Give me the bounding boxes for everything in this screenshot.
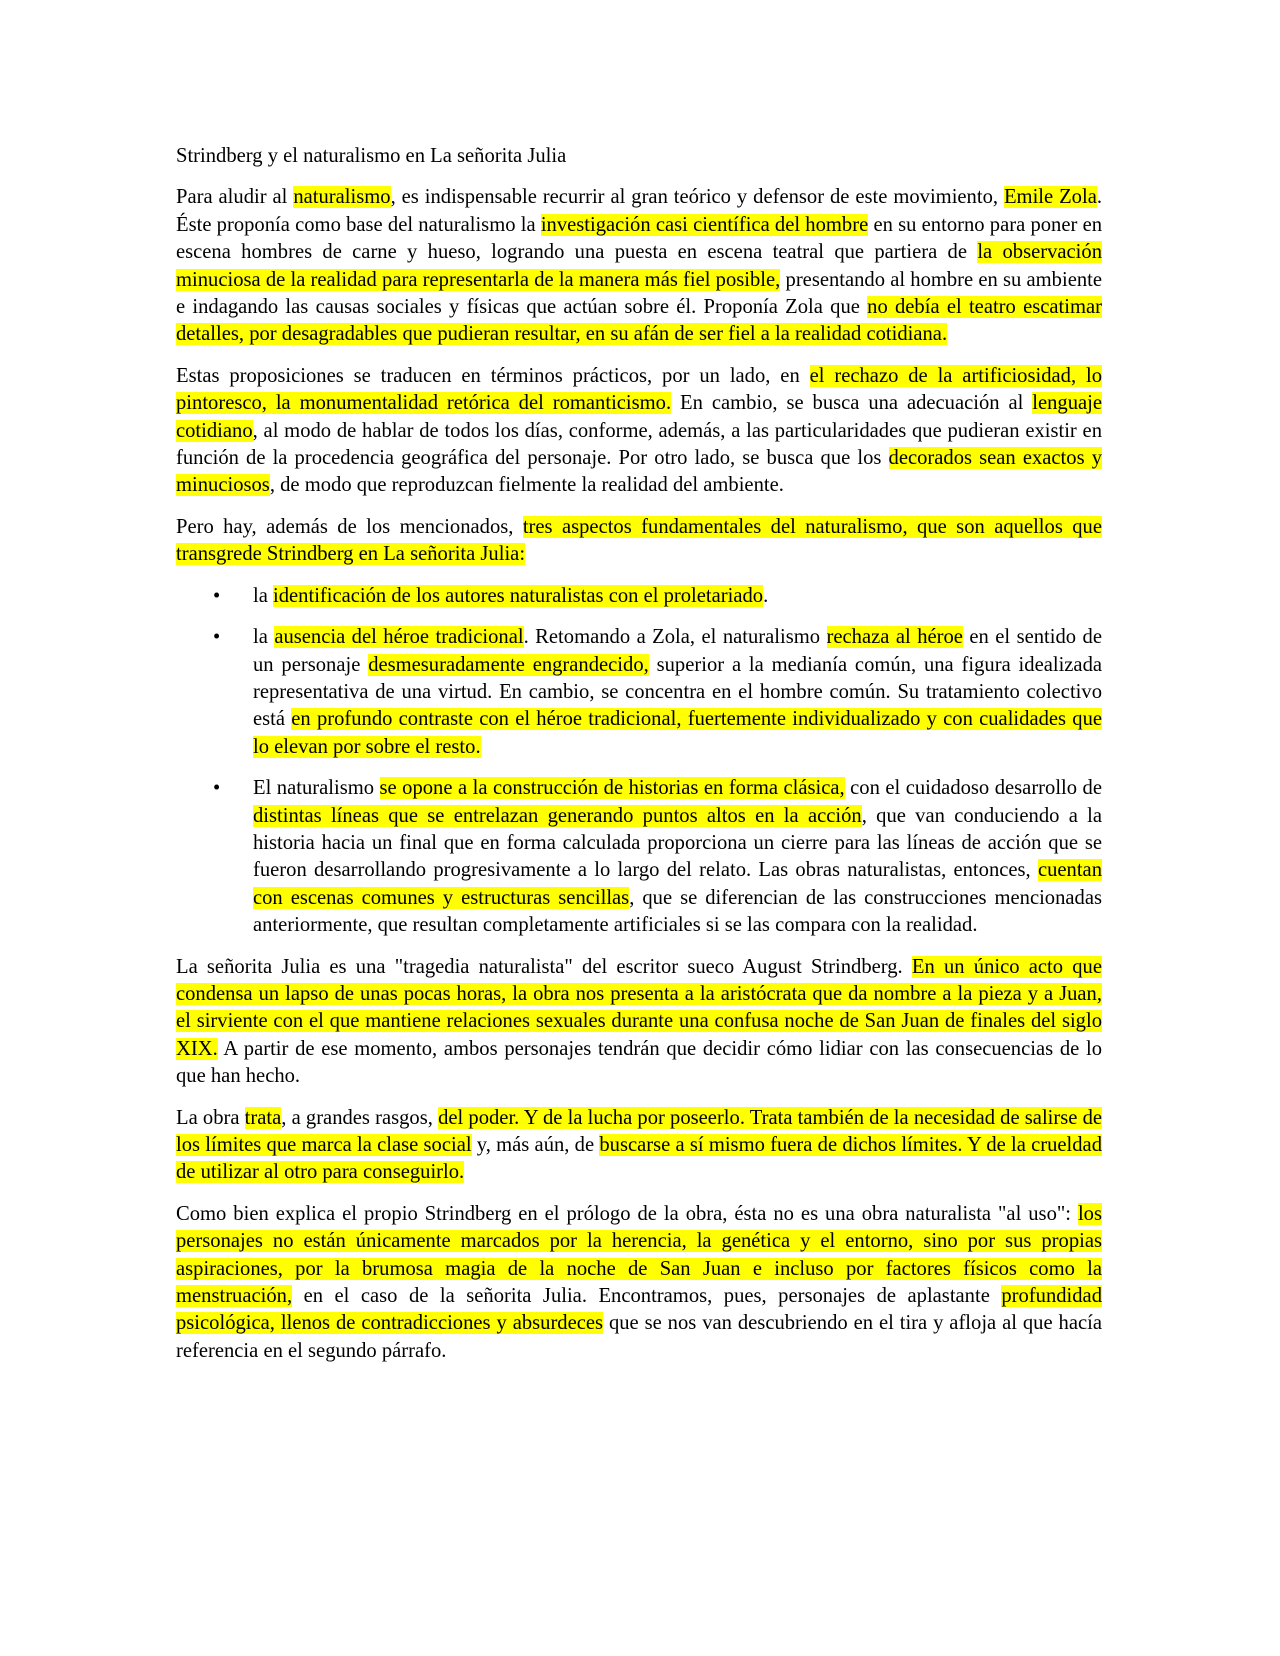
text-run: que se nos van descubriendo en el tira y afloja al que hacía referencia en el segundo párrafo. [176,1312,1102,1362]
highlighted-text: del poder. Y de la lucha por poseerlo. Trata también de la necesidad de salirse de los límites que marca la clase social [176,1106,1103,1156]
text-run: . Éste proponía como base del naturalismo la [176,186,1102,236]
paragraph-zola [176,184,1102,348]
highlighted-text: la observación minuciosa de la realidad para representarla de la manera más fiel posible, [176,241,1102,291]
text-run: , a grandes rasgos, [281,1106,439,1129]
text-run: . Retomando a Zola, el naturalismo [523,626,827,649]
highlighted-text: investigación casi científica del hombre [540,213,869,236]
text-run: En cambio, se busca una adecuación al [671,392,1033,415]
text-run: en el caso de la señorita Julia. Encontramos, pues, personajes de aplastante [292,1285,1002,1308]
text-run: Estas proposiciones se traducen en términos prácticos, por un lado, en [176,364,810,387]
highlighted-text: distintas líneas que se entrelazan generando puntos altos en la acción [253,804,862,827]
text-run: . [763,584,769,607]
text-run: Como bien explica el propio Strindberg en el prólogo de la obra, ésta no es una obra naturalista "al uso": [176,1202,1078,1225]
text-run: en su entorno para poner en escena hombres de carne y hueso, logrando una puesta en escena teatral que partiera de [176,213,1103,264]
list-item [176,583,1102,610]
text-run: La señorita Julia es una "tragedia naturalista" del escritor sueco August Strindberg. [176,955,912,978]
highlighted-text: profundidad psicológica, llenos de contradicciones y absurdeces [176,1285,1102,1335]
highlighted-text: tres aspectos fundamentales del naturalismo, que son aquellos que transgrede Strindberg en La señorita Julia: [176,515,1102,566]
text-run: Para aludir al [176,186,294,209]
paragraph-proposiciones [176,363,1102,500]
paragraph-poder [176,1105,1102,1187]
paragraph-prologo [176,1201,1102,1365]
bullet-icon: • [213,626,221,649]
highlighted-text: rechaza al héroe [826,626,963,649]
text-run: , que van conduciendo a la historia hacia un final que en forma calculada proporciona un cierre para las líneas de acción que se fueron desarrollando progresivamente a lo largo del relato. Las obras naturalistas, entonces, [253,804,1102,882]
text-run: El naturalismo [253,777,380,800]
highlighted-text: En un único acto que condensa un lapso de unas pocas horas, la obra nos presenta a la aristócrata que da nombre a la pieza y a Juan, el sirviente con el que mantiene relaciones sexuales durante una confusa noche de San Juan de finales del siglo XIX. [176,955,1102,1060]
text-run: superior a la medianía común, una figura idealizada representativa de una virtud. En cambio, se concentra en el hombre común. Su tratamiento colectivo está [253,653,1103,731]
text-run: , de modo que reproduzcan fielmente la realidad del ambiente. [269,474,784,497]
highlighted-text: cuentan con escenas comunes y estructuras sencillas [253,859,1102,909]
text-run: con el cuidadoso desarrollo de [844,777,1102,800]
paragraph-tragedia [176,954,1102,1091]
highlighted-text: desmesuradamente engrandecido, [368,653,649,676]
text-run: La obra [176,1106,245,1129]
document-title: Strindberg y el naturalismo en La señorita Julia [176,145,567,167]
highlighted-text: trata [244,1106,282,1129]
text-run: , que se diferencian de las construcciones mencionadas anteriormente, que resultan completamente artificiales si se las compara con la realidad. [253,886,1102,937]
highlighted-text: no debía el teatro escatimar detalles, por desagradables que pudieran resultar, en su afán de ser fiel a la realidad cotidiana. [176,296,1102,346]
list-item [176,775,1102,939]
highlighted-text: identificación de los autores naturalistas con el proletariado [273,584,764,607]
paragraph-aspectos [176,514,1102,569]
text-run: en el sentido de un personaje [253,626,1102,676]
highlighted-text: decorados sean exactos y minuciosos [176,447,1102,497]
highlighted-text: los personajes no están únicamente marcados por la herencia, la genética y el entorno, sino por sus propias aspiraciones, por la brumosa magia de la noche de San Juan e incluso por factores físicos como la menstruación, [176,1202,1102,1308]
highlighted-text: se opone a la construcción de historias en forma clásica, [379,777,845,800]
document-page [176,143,1102,1379]
text-run: presentando al hombre en su ambiente e indagando las causas sociales y físicas que actúan sobre él. Proponía Zola que [176,268,1102,319]
highlighted-text: el rechazo de la artificiosidad, lo pintoresco, la monumentalidad retórica del romanticismo. [176,364,1102,415]
bullet-list [176,583,1102,940]
text-run: la [253,626,275,649]
bullet-icon: • [213,584,221,607]
highlighted-text: lenguaje cotidiano [176,392,1102,442]
list-item [176,624,1102,761]
text-run: Pero hay, además de los mencionados, [176,515,523,538]
text-run: y, más aún, de [471,1134,600,1156]
text-run: la [253,584,274,607]
highlighted-text: Emile Zola [1003,186,1097,209]
highlighted-text: naturalismo [293,186,391,209]
highlighted-text: buscarse a sí mismo fuera de dichos límites. Y de la crueldad de utilizar al otro para conseguirlo. [176,1134,1102,1184]
text-run: A partir de ese momento, ambos personajes tendrán que decidir cómo lidiar con las consecuencias de lo que han hecho. [176,1037,1102,1088]
bullet-icon: • [213,777,221,800]
text-run: , es indispensable recurrir al gran teórico y defensor de este movimiento, [390,186,1004,209]
text-run: , al modo de hablar de todos los días, conforme, además, a las particularidades que pudieran existir en función de la procedencia geográfica del personaje. Por otro lado, se busca que los [176,419,1102,470]
highlighted-text: en profundo contraste con el héroe tradicional, fuertemente individualizado y con cualidades que lo elevan por sobre el resto. [253,708,1103,758]
highlighted-text: ausencia del héroe tradicional [274,626,524,649]
